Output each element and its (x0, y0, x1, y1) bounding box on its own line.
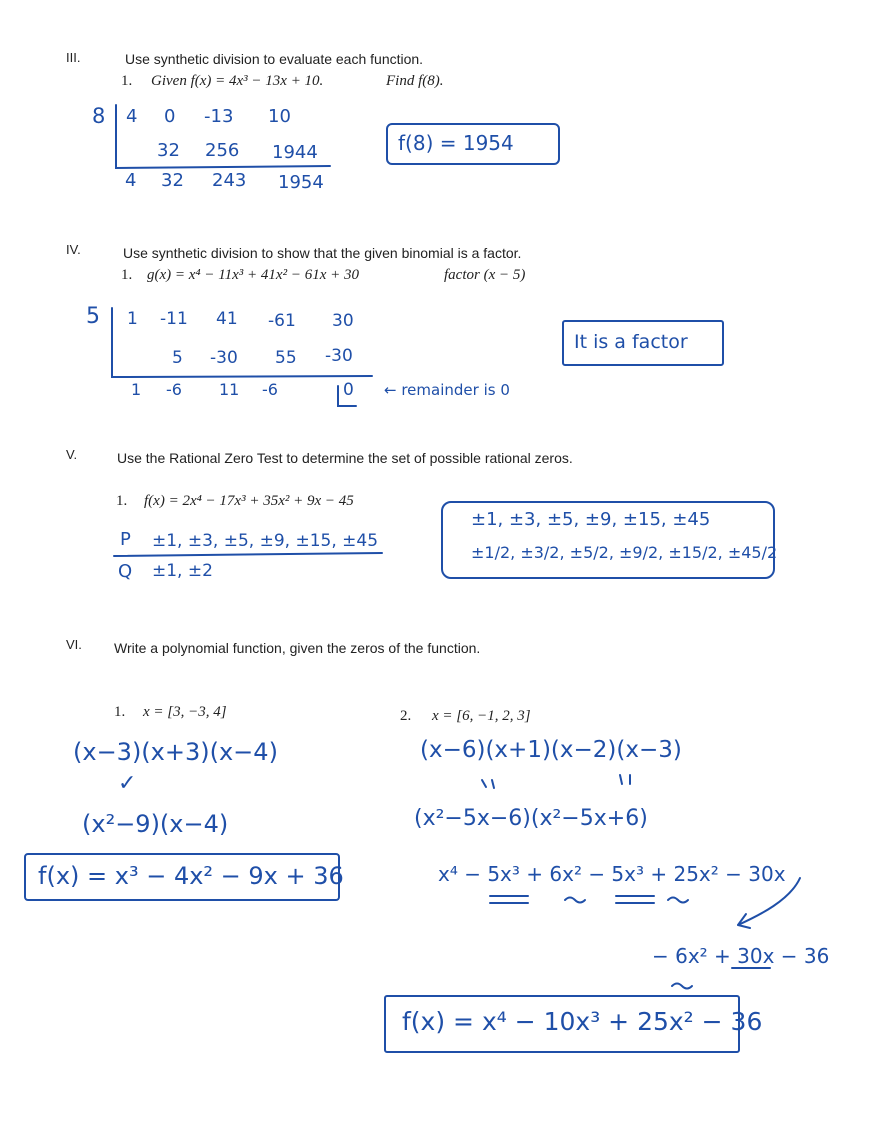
problem-IV-number: 1. (121, 267, 133, 283)
section-III-numeral: III. (66, 50, 81, 65)
vi2-step3: x⁴ − 5x³ + 6x² − 5x³ + 25x² − 30x (438, 862, 786, 886)
like-terms-tilde-1 (565, 898, 585, 903)
p-label: P (120, 529, 131, 550)
product-cell: 256 (205, 140, 240, 161)
problem-VI-1-zeros: x = [3, −3, 4] (143, 704, 227, 720)
pair-tick-2 (620, 775, 630, 784)
problem-V-number: 1. (116, 493, 128, 509)
coef-cell: 0 (164, 106, 176, 127)
q-values: ±1, ±2 (152, 561, 213, 581)
vi2-step2: (x²−5x−6)(x²−5x+6) (414, 806, 648, 831)
product-cell: 5 (172, 348, 183, 368)
section-III-instruction: Use synthetic division to evaluate each function. (125, 51, 424, 67)
product-cell: 32 (157, 140, 180, 161)
continuation-arrow (738, 878, 800, 925)
vi1-step1: (x−3)(x+3)(x−4) (73, 738, 278, 766)
section-VI-instruction: Write a polynomial function, given the zeros of the function. (114, 640, 481, 656)
answer-text: f(8) = 1954 (398, 131, 514, 155)
divisor: 5 (86, 304, 100, 329)
section-VI-numeral: VI. (66, 637, 82, 652)
result-cell: -6 (166, 380, 182, 399)
coef-cell: 1 (127, 309, 138, 329)
coef-cell: 41 (216, 309, 238, 329)
section-V-numeral: V. (66, 447, 78, 462)
problem-VI-1-number: 1. (114, 704, 126, 720)
result-cell: 1 (131, 380, 142, 399)
result-cell: 11 (219, 380, 240, 399)
problem-III-number: 1. (121, 73, 133, 89)
problem-III-find: Find f(8). (386, 73, 444, 89)
answer-text: It is a factor (574, 331, 688, 353)
remainder-underline (338, 386, 356, 406)
like-terms-mark-1 (490, 896, 528, 903)
product-cell: -30 (210, 348, 238, 368)
problem-VI-2-zeros: x = [6, −1, 2, 3] (432, 708, 531, 724)
coef-cell: 4 (126, 106, 138, 127)
answer-text: f(x) = x³ − 4x² − 9x + 36 (38, 862, 344, 890)
division-bracket-IV (112, 308, 372, 377)
product-cell: -30 (325, 346, 353, 366)
section-IV-numeral: IV. (66, 242, 81, 257)
result-cell: 243 (212, 170, 247, 191)
section-IV-instruction: Use synthetic division to show that the given binomial is a factor. (123, 245, 522, 261)
answer-text: f(x) = x⁴ − 10x³ + 25x² − 36 (402, 1007, 763, 1036)
check-mark: ✓ (118, 771, 137, 796)
product-cell: 55 (275, 348, 297, 368)
product-cell: 1944 (272, 142, 318, 163)
problem-III-given: Given f(x) = 4x³ − 13x + 10. (151, 73, 324, 89)
vi2-step4: − 6x² + 30x − 36 (652, 944, 830, 968)
result-cell: 1954 (278, 172, 324, 193)
vi1-step2: (x²−9)(x−4) (82, 810, 229, 838)
division-bracket-III (116, 105, 330, 168)
coef-cell: 10 (268, 106, 291, 127)
remainder-cell: 0 (343, 380, 354, 400)
answer-line-1: ±1, ±3, ±5, ±9, ±15, ±45 (471, 509, 711, 530)
problem-IV-factor: factor (x − 5) (444, 267, 526, 283)
problem-IV-function: g(x) = x⁴ − 11x³ + 41x² − 61x + 30 (147, 267, 359, 283)
problem-V-function: f(x) = 2x⁴ − 17x³ + 35x² + 9x − 45 (144, 493, 354, 509)
divisor: 8 (92, 104, 106, 128)
section-V-instruction: Use the Rational Zero Test to determine the set of possible rational zeros. (117, 450, 573, 466)
result-cell: 32 (161, 170, 184, 191)
vi2-step1: (x−6)(x+1)(x−2)(x−3) (420, 737, 682, 763)
q-label: Q (118, 561, 133, 582)
coef-cell: -13 (204, 106, 234, 127)
like-terms-mark-2 (616, 896, 654, 903)
pair-tick-1 (482, 780, 494, 788)
coef-cell: -61 (268, 311, 296, 331)
remainder-note: ← remainder is 0 (384, 381, 510, 399)
like-terms-tilde-3 (672, 984, 692, 989)
p-values: ±1, ±3, ±5, ±9, ±15, ±45 (152, 531, 379, 551)
answer-line-2: ±1/2, ±3/2, ±5/2, ±9/2, ±15/2, ±45/2 (471, 543, 778, 562)
result-cell: -6 (262, 380, 278, 399)
coef-cell: -11 (160, 309, 188, 329)
coef-cell: 30 (332, 311, 354, 331)
result-cell: 4 (125, 170, 137, 191)
fraction-bar (114, 553, 382, 556)
like-terms-tilde-2 (668, 898, 688, 903)
problem-VI-2-number: 2. (400, 708, 412, 724)
